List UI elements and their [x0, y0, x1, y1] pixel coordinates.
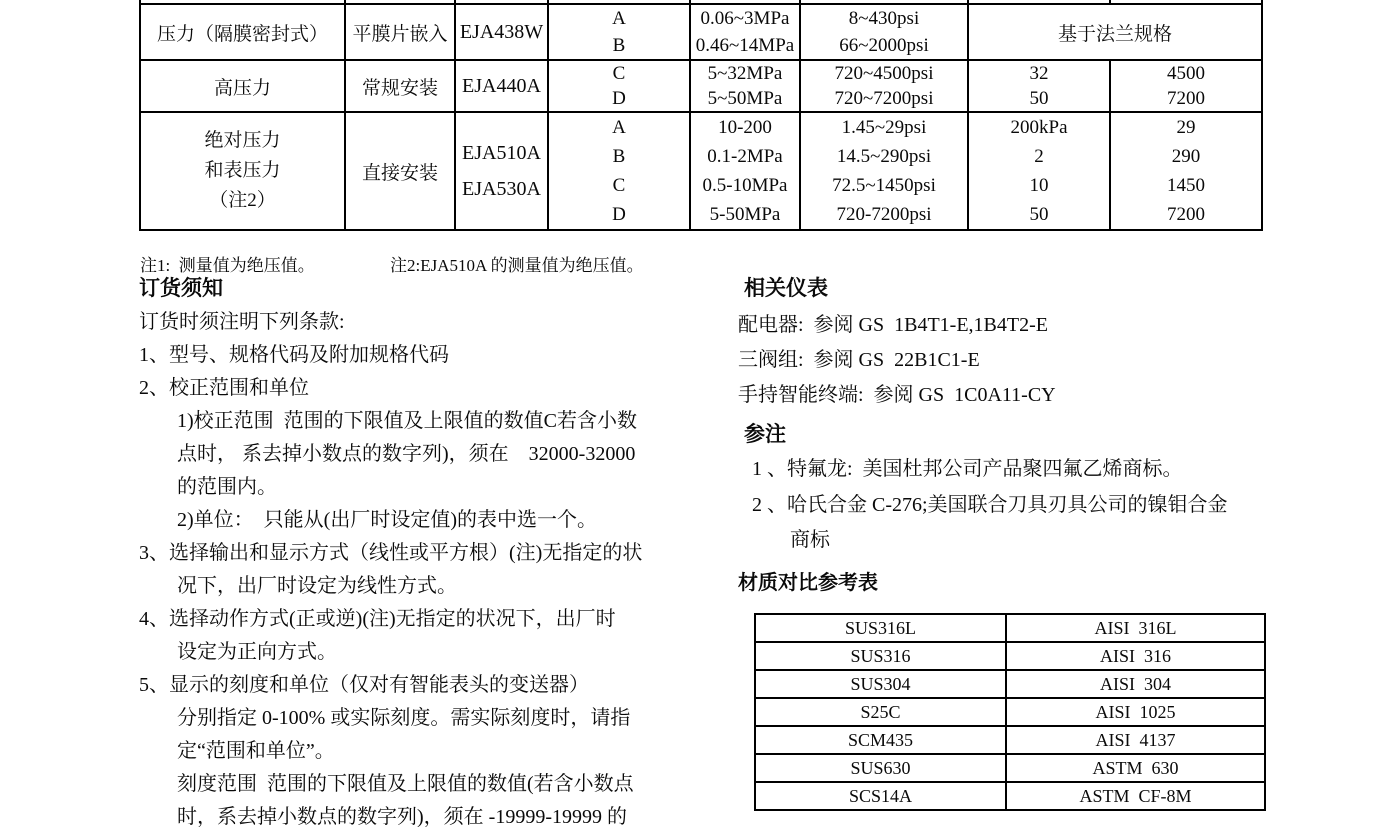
cell-max-mpa: 200kPa 2 10 50	[968, 112, 1110, 230]
ordering-line: 3、选择输出和显示方式（线性或平方根）(注)无指定的状	[139, 542, 643, 564]
table-row: SUS630 ASTM 630	[755, 754, 1265, 782]
cell-range-psi: 1.45~29psi 14.5~290psi 72.5~1450psi 720-7200psi	[800, 112, 968, 230]
ordering-line: 时，系去掉小数点的数字列)，须在 -19999-19999 的	[177, 806, 627, 827]
related-line: 手持智能终端: 参阅 GS 1C0A11-CY	[738, 384, 1056, 406]
ordering-line: 分别指定 0-100% 或实际刻度。需实际刻度时，请指	[177, 707, 631, 729]
ordering-line: 1)校正范围 范围的下限值及上限值的数值C若含小数	[177, 410, 637, 432]
table-row: S25C AISI 1025	[755, 698, 1265, 726]
cell-model: EJA438W	[455, 4, 548, 60]
spec-row-highpressure	[140, 60, 1262, 112]
cell-range-mpa: 0.06~3MPa 0.46~14MPa	[690, 4, 800, 60]
materials-table-title: 材质对比参考表	[738, 572, 878, 594]
table-footnote-1: 注1: 测量值为绝压值。	[140, 256, 315, 275]
cell-flange-note: 基于法兰规格	[968, 4, 1262, 60]
materials-table	[754, 613, 1266, 811]
spec-table	[139, 0, 1263, 231]
cell-mounting: 直接安装	[345, 112, 455, 230]
cell-range-mpa: 10-200 0.1-2MPa 0.5-10MPa 5-50MPa	[690, 112, 800, 230]
table-footnote-2: 注2:EJA510A 的测量值为绝压值。	[390, 256, 644, 275]
ref-notes-text	[738, 452, 1358, 559]
related-line: 三阀组: 参阅 GS 22B1C1-E	[738, 349, 980, 371]
table-row: SCS14A ASTM CF-8M	[755, 782, 1265, 810]
ordering-line: 况下，出厂时设定为线性方式。	[177, 575, 457, 597]
ordering-line: 的范围内。	[177, 476, 277, 498]
related-line: 配电器: 参阅 GS 1B4T1-E,1B4T2-E	[738, 314, 1048, 336]
related-instruments-text	[738, 308, 1298, 413]
cell-codes: A B C D	[548, 112, 690, 230]
cell-range-psi: 720~4500psi 720~7200psi	[800, 60, 968, 112]
spec-row-absolute	[140, 112, 1262, 230]
table-row: SCM435 AISI 4137	[755, 726, 1265, 754]
table-row: SUS316 AISI 316	[755, 642, 1265, 670]
ordering-line: 4、选择动作方式(正或逆)(注)无指定的状况下，出厂时	[139, 608, 616, 630]
cell-range-mpa: 5~32MPa 5~50MPa	[690, 60, 800, 112]
ref-note-line: 2 、哈氏合金 C-276;美国联合刀具刃具公司的镍钼合金	[752, 493, 1228, 516]
ref-note-line: 商标	[790, 529, 830, 551]
ordering-line: 2)单位： 只能从(出厂时设定值)的表中选一个。	[177, 509, 597, 531]
ordering-line: 5、显示的刻度和单位（仅对有智能表头的变送器）	[139, 674, 589, 696]
ordering-line: 订货时须注明下列条款:	[139, 311, 345, 333]
ordering-text	[139, 306, 719, 827]
cell-model: EJA440A	[455, 60, 548, 112]
cell-max-mpa: 32 50	[968, 60, 1110, 112]
cell-codes: C D	[548, 60, 690, 112]
cell-measurement: 高压力	[140, 60, 345, 112]
cell-model: EJA510A EJA530A	[455, 112, 548, 230]
ref-note-line: 1 、特氟龙: 美国杜邦公司产品聚四氟乙烯商标。	[752, 458, 1183, 480]
cell-codes: A B	[548, 4, 690, 60]
table-row: SUS316L AISI 316L	[755, 614, 1265, 642]
cell-measurement: 压力（隔膜密封式）	[140, 4, 345, 60]
cell-measurement: 绝对压力 和表压力 （注2）	[140, 112, 345, 230]
ordering-line: 2、校正范围和单位	[139, 377, 309, 399]
spec-row-diaphragm	[140, 4, 1262, 60]
table-row: SUS304 AISI 304	[755, 670, 1265, 698]
cell-range-psi: 8~430psi 66~2000psi	[800, 4, 968, 60]
cell-mounting: 平膜片嵌入	[345, 4, 455, 60]
cell-max-psi: 29 290 1450 7200	[1110, 112, 1262, 230]
ordering-line: 定“范围和单位”。	[177, 740, 335, 762]
cell-mounting: 常规安装	[345, 60, 455, 112]
ordering-line: 1、型号、规格代码及附加规格代码	[139, 344, 449, 366]
related-instruments-title: 相关仪表	[744, 277, 828, 300]
ordering-line: 设定为正向方式。	[177, 641, 337, 663]
ordering-line: 点时， 系去掉小数点的数字列)，须在 32000-32000	[177, 443, 636, 465]
cell-max-psi: 4500 7200	[1110, 60, 1262, 112]
ordering-title: 订货须知	[139, 277, 223, 300]
ordering-line: 刻度范围 范围的下限值及上限值的数值(若含小数点	[177, 773, 634, 795]
ref-notes-title: 参注	[744, 423, 786, 446]
